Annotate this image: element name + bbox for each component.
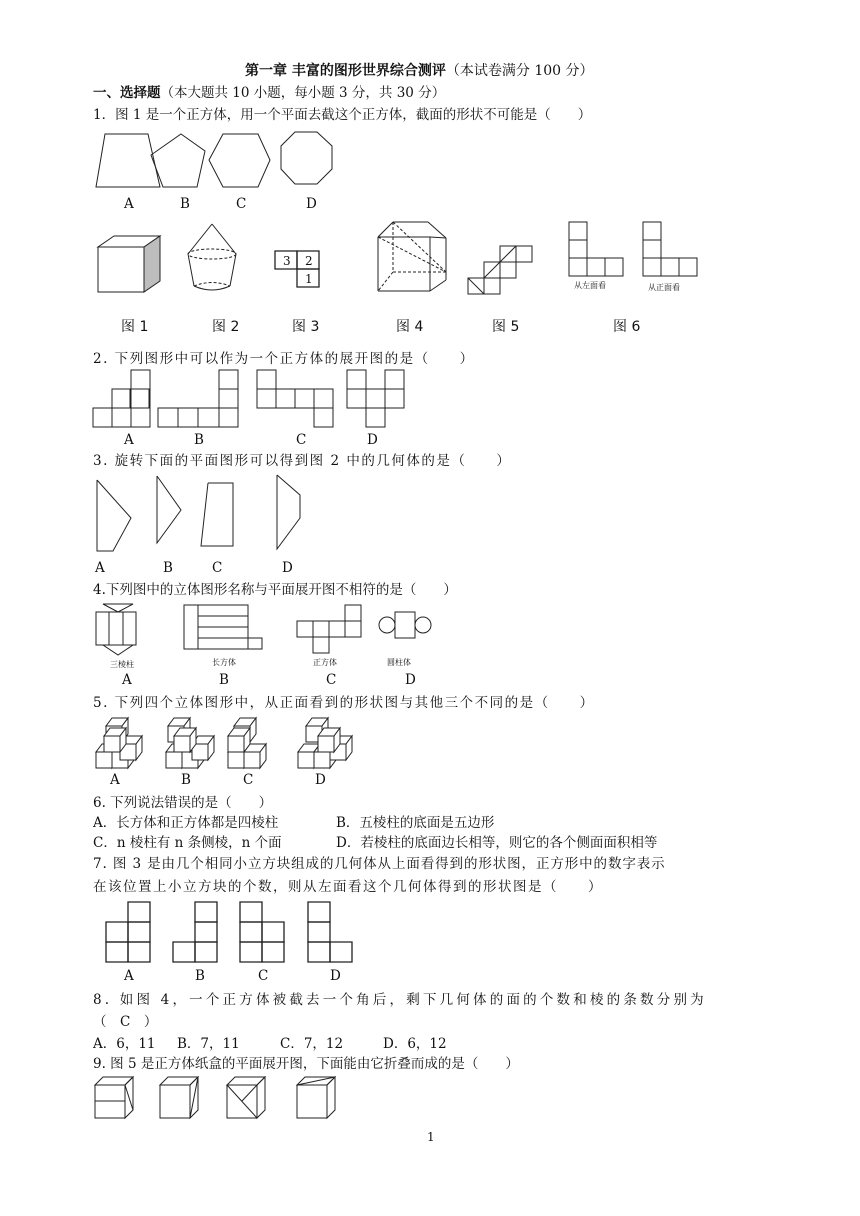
q5-option-b: B xyxy=(181,772,191,788)
fig3-number-2: 2 xyxy=(305,254,313,268)
q1-option-b: B xyxy=(180,196,190,212)
page-number: 1 xyxy=(427,1130,435,1144)
q6-option-c: C．n 棱柱有 n 条侧棱，n 个面 xyxy=(93,835,282,851)
q4-caption-c: 正方体 xyxy=(313,658,337,667)
figure-5-label: 图 5 xyxy=(492,319,520,335)
q1-option-c: C xyxy=(236,196,247,212)
q8-option-d: D．6，12 xyxy=(383,1036,447,1052)
title-note: （本试卷满分 100 分） xyxy=(445,63,594,79)
figure-1-label: 图 1 xyxy=(121,319,149,335)
q2-option-d: D xyxy=(367,432,378,448)
q4-option-c: C xyxy=(326,672,337,688)
fig3-number-3: 3 xyxy=(283,254,291,268)
question-8-line-1: 8. 如图 4，一个正方体被截去一个角后，剩下几何体的面的个数和棱的条数分别为 xyxy=(93,992,707,1008)
q7-option-a: A xyxy=(124,968,134,984)
question-4: 4.下列图中的立体图形名称与平面展开图不相符的是（ ） xyxy=(93,582,457,598)
page-title: 第一章 丰富的图形世界综合测评 xyxy=(245,63,446,79)
question-5: 5. 下列四个立体图形中，从正面看到的形状图与其他三个不同的是（ ） xyxy=(93,695,595,711)
figure-4-label: 图 4 xyxy=(396,319,424,335)
q4-option-d: D xyxy=(405,672,416,688)
question-8-answer: （ C ） xyxy=(93,1014,158,1030)
section-note: （本大题共 10 小题，每小题 3 分，共 30 分） xyxy=(160,85,446,101)
q4-caption-a: 三棱柱 xyxy=(110,660,134,669)
question-7-line-2: 在该位置上小立方块的个数，则从左面看这个几何体得到的形状图是（ ） xyxy=(93,879,603,895)
q2-option-b: B xyxy=(194,432,204,448)
fig3-number-1: 1 xyxy=(305,272,313,286)
q7-option-b: B xyxy=(195,968,205,984)
fig6-front-caption: 从正面看 xyxy=(648,283,680,292)
question-1: 1．图 1 是一个正方体，用一个平面去截这个正方体，截面的形状不可能是（ ） xyxy=(93,107,592,123)
fig6-left-caption: 从左面看 xyxy=(574,281,606,290)
q8-option-b: B．7，11 xyxy=(177,1036,240,1052)
q7-option-c: C xyxy=(258,968,269,984)
question-3: 3. 旋转下面的平面图形可以得到图 2 中的几何体的是（ ） xyxy=(93,453,512,469)
q4-caption-d: 圆柱体 xyxy=(387,658,411,667)
q7-option-d: D xyxy=(330,968,341,984)
q5-option-c: C xyxy=(243,772,254,788)
question-2: 2. 下列图形中可以作为一个正方体的展开图的是（ ） xyxy=(93,351,475,367)
figure-2-label: 图 2 xyxy=(212,319,240,335)
q8-option-a: A．6，11 xyxy=(93,1036,156,1052)
q6-option-a: A．长方体和正方体都是四棱柱 xyxy=(93,815,279,831)
q5-option-d: D xyxy=(315,772,326,788)
q3-option-b: B xyxy=(163,560,173,576)
figure-3-label: 图 3 xyxy=(292,319,320,335)
q1-option-a: A xyxy=(124,196,134,212)
q6-option-d: D．若棱柱的底面边长相等，则它的各个侧面面积相等 xyxy=(336,835,658,851)
q1-option-d: D xyxy=(306,196,317,212)
question-7-line-1: 7. 图 3 是由几个相同小立方块组成的几何体从上面看得到的形状图，正方形中的数字表示 xyxy=(93,856,666,872)
q3-option-d: D xyxy=(282,560,293,576)
q3-option-c: C xyxy=(212,560,223,576)
q4-option-b: B xyxy=(219,672,229,688)
q8-option-c: C．7，12 xyxy=(280,1036,344,1052)
question-6: 6. 下列说法错误的是（ ） xyxy=(93,795,273,811)
q4-caption-b: 长方体 xyxy=(212,658,236,667)
q5-option-a: A xyxy=(110,772,120,788)
figure-6-label: 图 6 xyxy=(613,319,641,335)
q6-option-b: B．五棱柱的底面是五边形 xyxy=(336,815,495,831)
q2-option-a: A xyxy=(124,432,134,448)
section-heading: 一、选择题 xyxy=(93,85,161,101)
q4-option-a: A xyxy=(122,672,132,688)
q3-option-a: A xyxy=(95,560,105,576)
q2-option-c: C xyxy=(296,432,307,448)
question-9: 9. 图 5 是正方体纸盒的平面展开图，下面能由它折叠而成的是（ ） xyxy=(93,1056,519,1072)
